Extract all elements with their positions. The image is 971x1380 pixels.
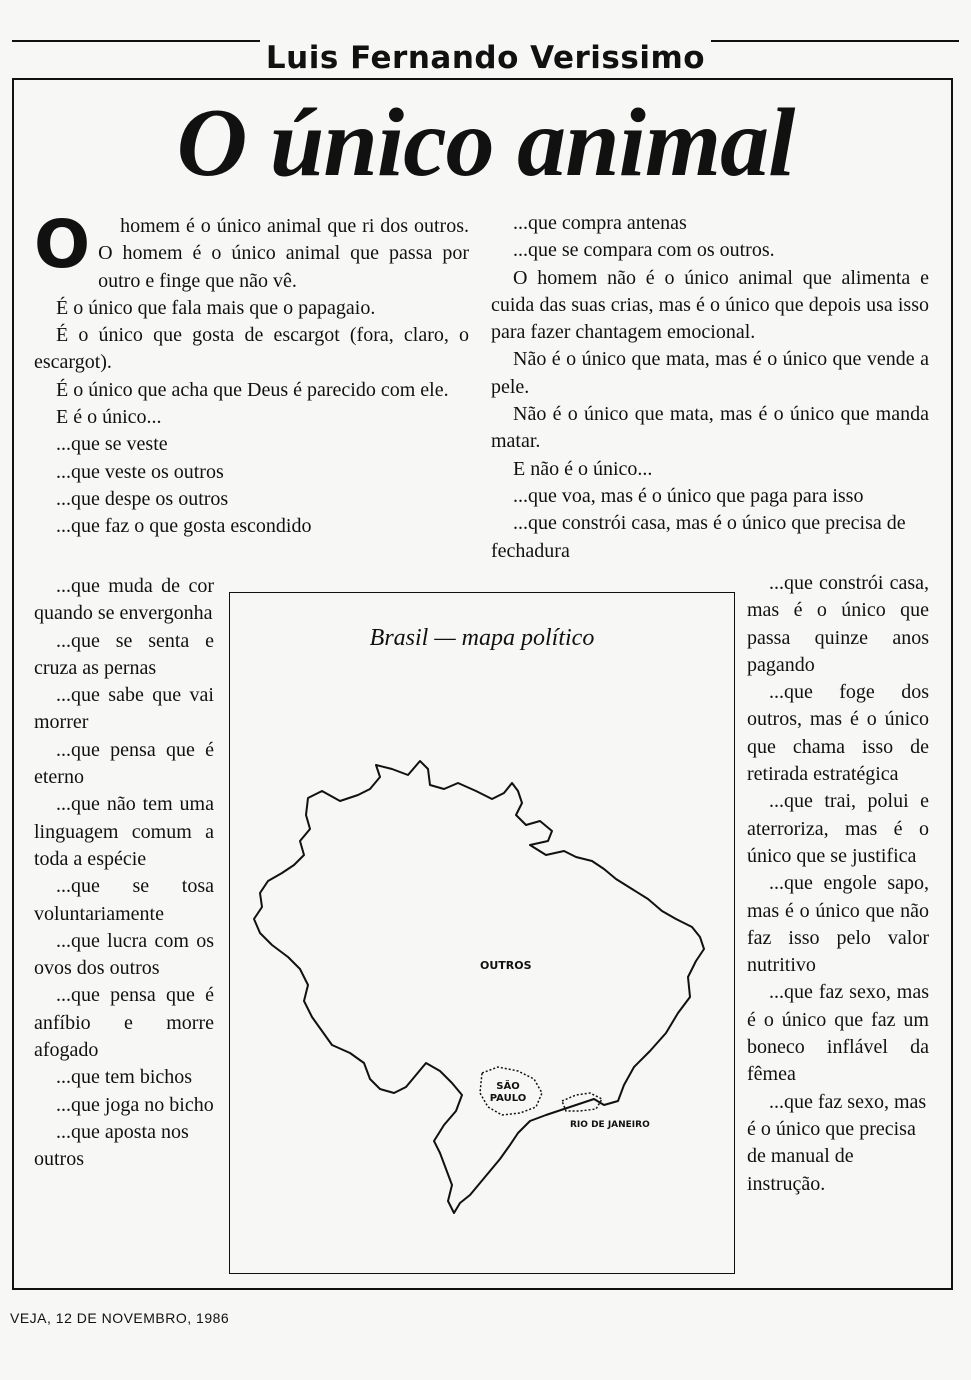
- list-item: ...que lucra com os ovos dos outros: [34, 929, 214, 980]
- map-label-rio: RIO DE JANEIRO: [570, 1120, 650, 1130]
- paragraph: É o único que gosta de escargot (fora, claro, o escargot).: [34, 324, 469, 374]
- lead-paragraph: O homem é o único animal que ri dos outros. O homem é o único animal que passa por outro e finge que não vê.: [34, 213, 469, 295]
- column-1-top: [34, 206, 469, 541]
- list-item: ...que trai, polui e aterroriza, mas é o único que se justifica: [747, 790, 929, 867]
- list-item: ...que se compara com os outros.: [513, 239, 775, 262]
- map-label-outros: OUTROS: [480, 959, 532, 972]
- drop-cap: O: [34, 206, 91, 283]
- column-2-narrow: [747, 570, 929, 1198]
- list-item: ...que constrói casa, mas é o único que precisa de fechadura: [491, 512, 906, 562]
- article-title: O único animal: [176, 89, 795, 197]
- map-label-paulo: PAULO: [489, 1093, 527, 1104]
- list-item: ...que pensa que é eterno: [34, 738, 214, 789]
- paragraph: Não é o único que mata, mas é o único que vende a pele.: [491, 348, 929, 398]
- list-item: ...que faz sexo, mas é o único que faz um boneco inflável da fêmea: [747, 981, 929, 1086]
- paragraph: E não é o único...: [513, 457, 653, 480]
- paragraph: É o único que fala mais que o papagaio.: [56, 296, 376, 319]
- list-item: ...que compra antenas: [513, 212, 687, 234]
- column-2-top: [491, 210, 929, 565]
- brazil-outline: [254, 761, 704, 1213]
- list-item: ...que se veste: [56, 433, 168, 456]
- list-item: ...que se senta e cruza as pernas: [34, 629, 214, 679]
- author-name: Luis Fernando Verissimo: [260, 40, 711, 76]
- paragraph: E é o único...: [56, 406, 162, 429]
- list-item: ...que aposta nos outros: [34, 1120, 189, 1171]
- list-item: ...que sabe que vai morrer: [34, 684, 214, 734]
- list-item: ...que voa, mas é o único que paga para isso: [513, 484, 864, 507]
- list-item: ...que faz sexo, mas é o único que precisa de manual de instrução.: [747, 1090, 927, 1195]
- list-item: ...que veste os outros: [56, 460, 224, 483]
- paragraph: Não é o único que mata, mas é o único que manda matar.: [491, 403, 929, 453]
- list-item: ...que se tosa voluntariamente: [34, 875, 214, 925]
- brazil-map: [230, 593, 736, 1275]
- list-item: ...que não tem uma linguagem comum a toda a espécie: [34, 793, 214, 870]
- list-item: ...que constrói casa, mas é o único que passa quinze anos pagando: [747, 572, 929, 676]
- list-item: ...que engole sapo, mas é o único que não faz isso pelo valor nutritivo: [747, 872, 929, 977]
- column-1-narrow: [34, 573, 214, 1174]
- list-item: ...que pensa que é anfíbio e morre afogado: [34, 984, 214, 1062]
- list-item: ...que joga no bicho: [56, 1093, 214, 1116]
- list-item: ...que tem bichos: [56, 1066, 193, 1089]
- map-title: Brasil — mapa político: [369, 625, 595, 651]
- footer-source: VEJA, 12 DE NOVEMBRO, 1986: [10, 1310, 230, 1326]
- list-item: ...que despe os outros: [56, 487, 229, 510]
- paragraph: É o único que acha que Deus é parecido com ele.: [56, 378, 449, 401]
- map-box: [229, 592, 735, 1274]
- author-header: [0, 40, 971, 76]
- list-item: ...que foge dos outros, mas é o único que chama isso de retirada estratégica: [747, 681, 929, 786]
- list-item: ...que muda de cor quando se envergonha: [34, 575, 214, 625]
- map-label-sao: SÃO: [496, 1081, 520, 1092]
- paragraph: O homem não é o único animal que alimenta e cuida das suas crias, mas é o único que depois usa isso para fazer chantagem emocional.: [491, 266, 929, 344]
- list-item: ...que faz o que gosta escondido: [56, 515, 312, 538]
